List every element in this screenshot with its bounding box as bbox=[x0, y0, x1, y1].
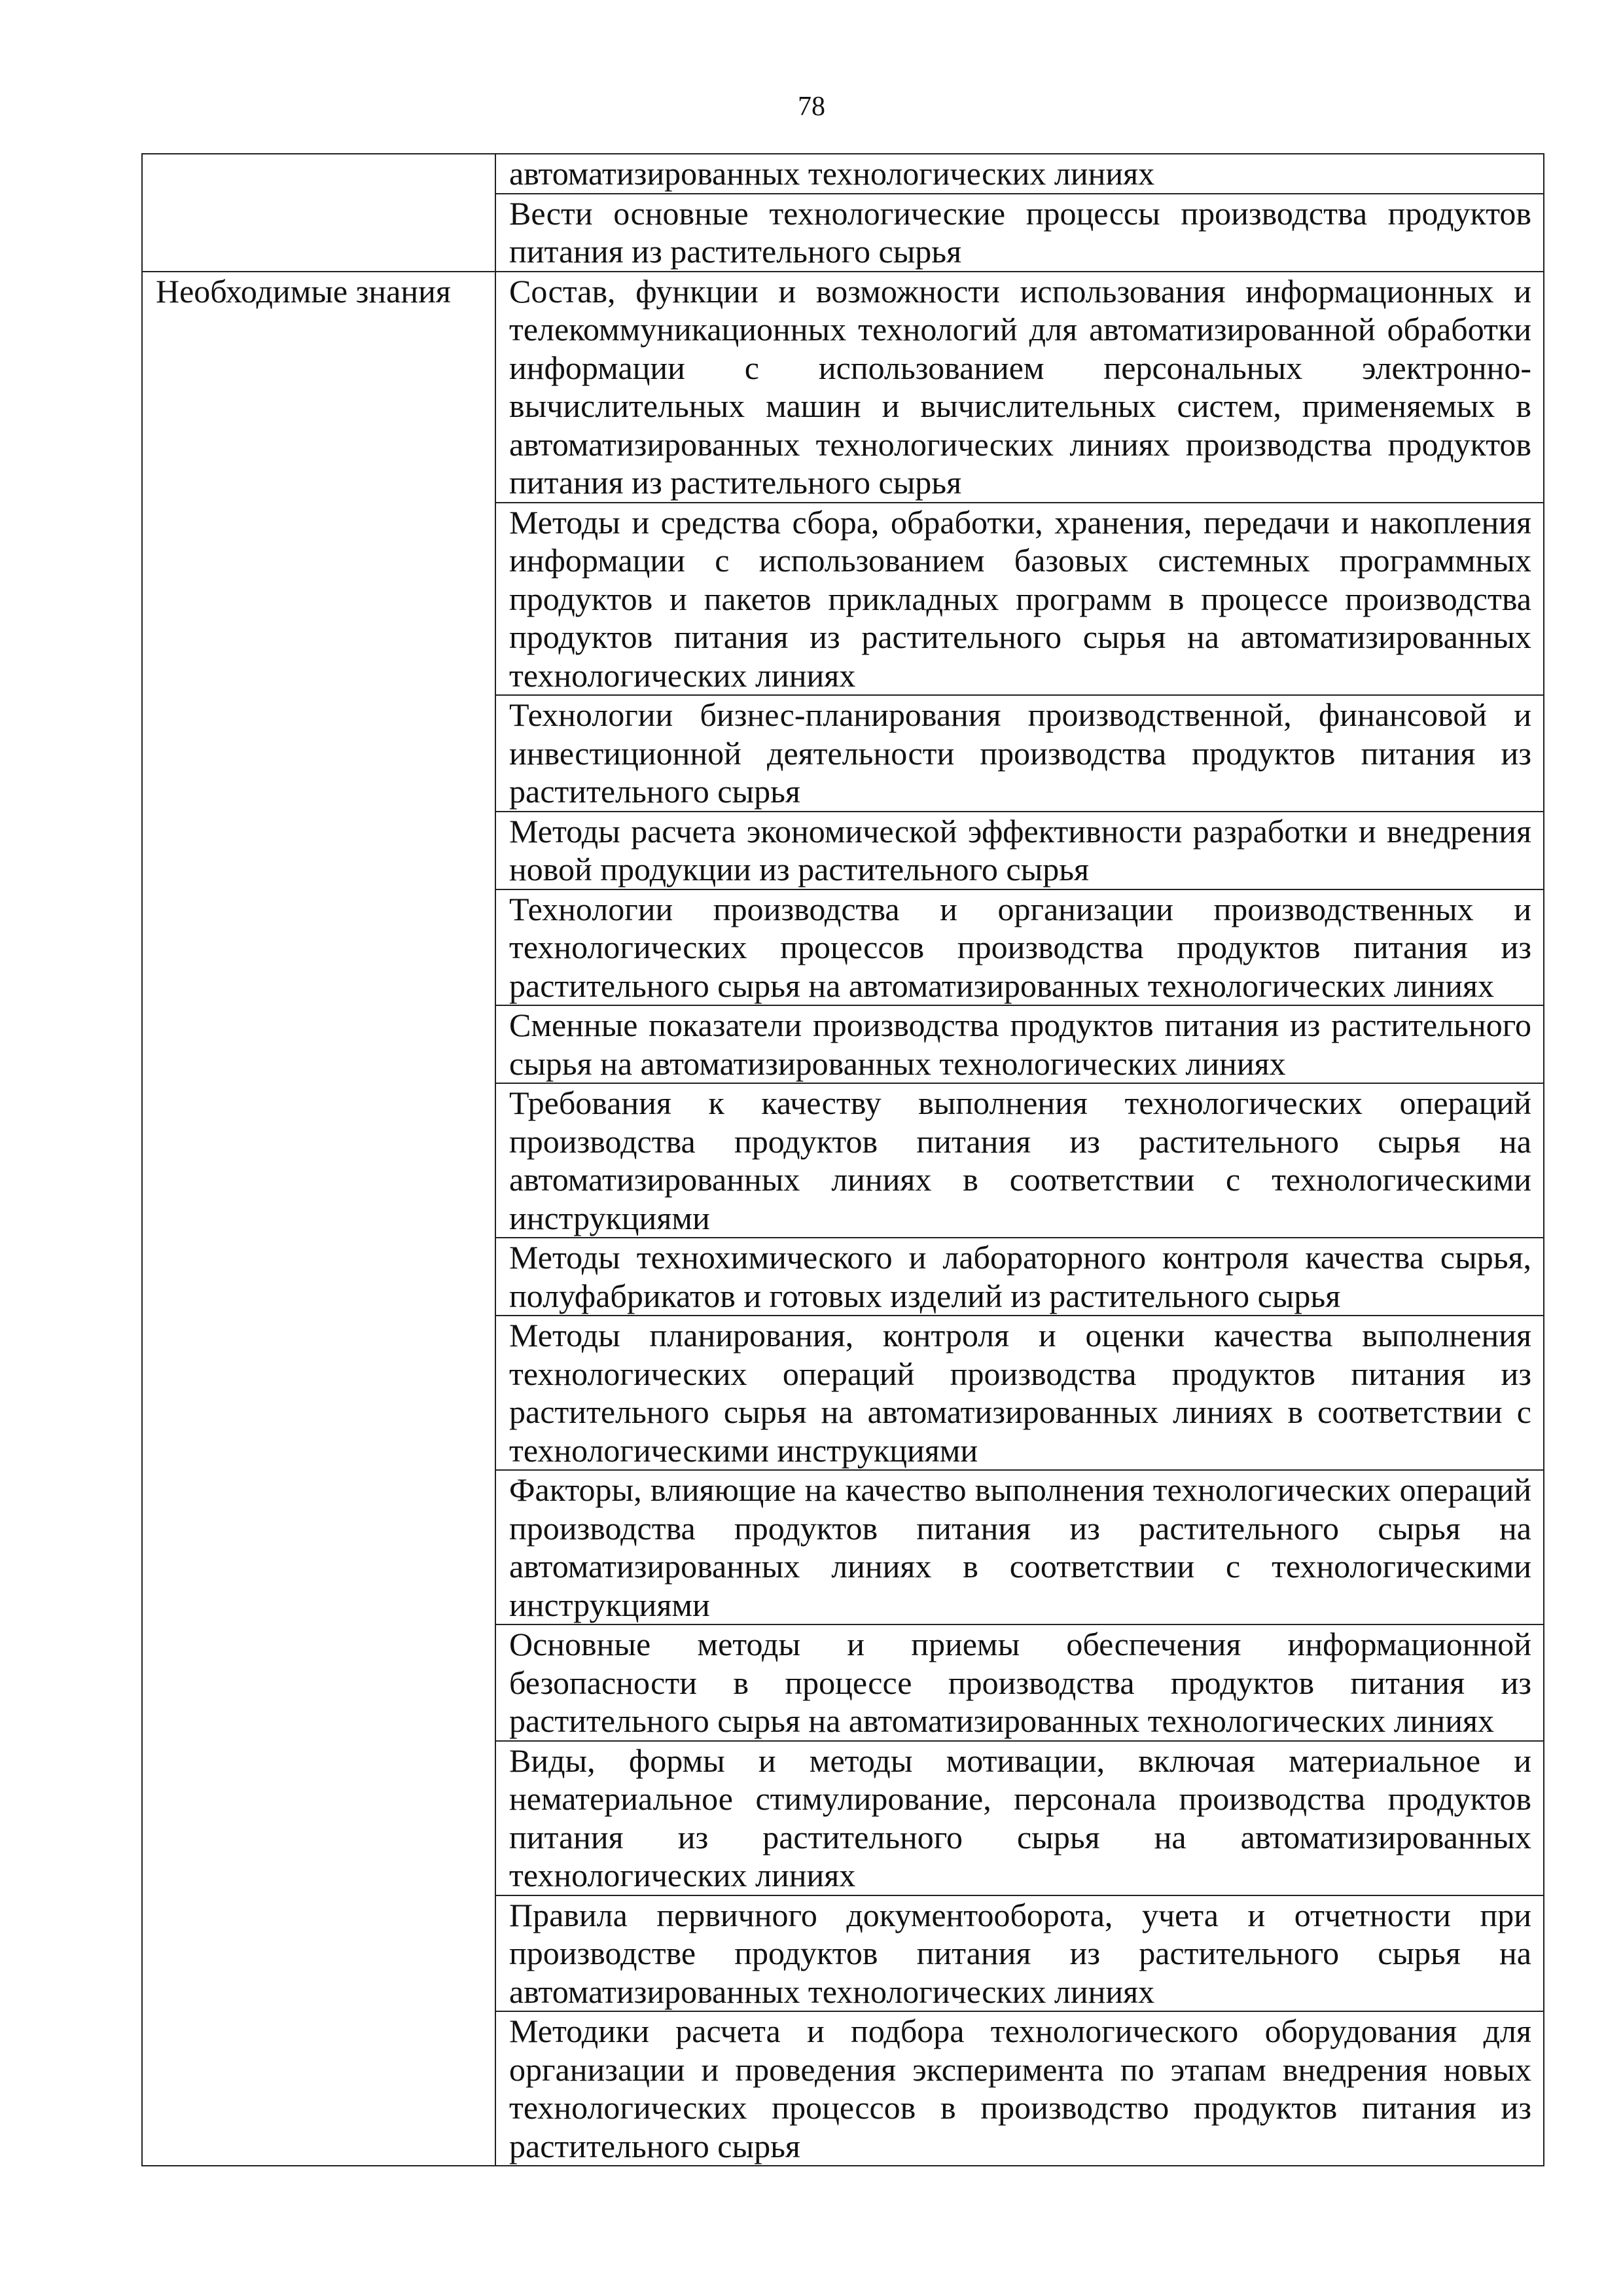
requirements-table bbox=[141, 153, 1544, 2166]
knowledge-item: Методики расчета и подбора технологического оборудования для организации и проведения эксперимента по этапам внедрения новых технологических процессов в производство продуктов питания из растительного сырья bbox=[495, 2011, 1544, 2166]
knowledge-item: Методы и средства сбора, обработки, хранения, передачи и накопления информации с использованием базовых системных программных продуктов и пакетов прикладных программ в процессе производства продуктов питания из растительного сырья на автоматизированных технологических линиях bbox=[495, 503, 1544, 696]
skill-item: Вести основные технологические процессы производства продуктов питания из растительного сырья bbox=[495, 194, 1544, 272]
knowledge-label: Необходимые знания bbox=[142, 272, 495, 2166]
skills-label-cell bbox=[142, 154, 495, 272]
page-number: 78 bbox=[798, 92, 825, 122]
knowledge-item: Сменные показатели производства продуктов питания из растительного сырья на автоматизированных технологических линиях bbox=[495, 1005, 1544, 1083]
knowledge-item: Технологии бизнес-планирования производственной, финансовой и инвестиционной деятельности производства продуктов питания из растительного сырья bbox=[495, 695, 1544, 812]
knowledge-item: Правила первичного документооборота, учета и отчетности при производстве продуктов питания из растительного сырья на автоматизированных технологических линиях bbox=[495, 1895, 1544, 2012]
knowledge-item: Факторы, влияющие на качество выполнения технологических операций производства продуктов питания из растительного сырья на автоматизированных линиях в соответствии с технологическими инструкциями bbox=[495, 1470, 1544, 1624]
knowledge-item: Методы планирования, контроля и оценки качества выполнения технологических операций производства продуктов питания из растительного сырья на автоматизированных линиях в соответствии с технологическими инструкциями bbox=[495, 1316, 1544, 1470]
table-row bbox=[142, 272, 1544, 503]
knowledge-item: Методы расчета экономической эффективности разработки и внедрения новой продукции из растительного сырья bbox=[495, 812, 1544, 889]
knowledge-item: Методы технохимического и лабораторного контроля качества сырья, полуфабрикатов и готовых изделий из растительного сырья bbox=[495, 1238, 1544, 1316]
knowledge-item: Требования к качеству выполнения технологических операций производства продуктов питания из растительного сырья на автоматизированных линиях в соответствии с технологическими инструкциями bbox=[495, 1083, 1544, 1238]
knowledge-item: Основные методы и приемы обеспечения информационной безопасности в процессе производства продуктов питания из растительного сырья на автоматизированных технологических линиях bbox=[495, 1624, 1544, 1741]
skill-item: автоматизированных технологических линиях bbox=[495, 154, 1544, 194]
knowledge-item: Состав, функции и возможности использования информационных и телекоммуникационных технологий для автоматизированной обработки информации с использованием персональных электронно-вычислительных машин и вычислительных систем, применяемых в автоматизированных технологических линиях производства продуктов питания из растительного сырья bbox=[495, 272, 1544, 503]
knowledge-item: Виды, формы и методы мотивации, включая материальное и нематериальное стимулирование, персонала производства продуктов питания из растительного сырья на автоматизированных технологических линиях bbox=[495, 1741, 1544, 1895]
table-row bbox=[142, 154, 1544, 194]
knowledge-item: Технологии производства и организации производственных и технологических процессов производства продуктов питания из растительного сырья на автоматизированных технологических линиях bbox=[495, 889, 1544, 1006]
